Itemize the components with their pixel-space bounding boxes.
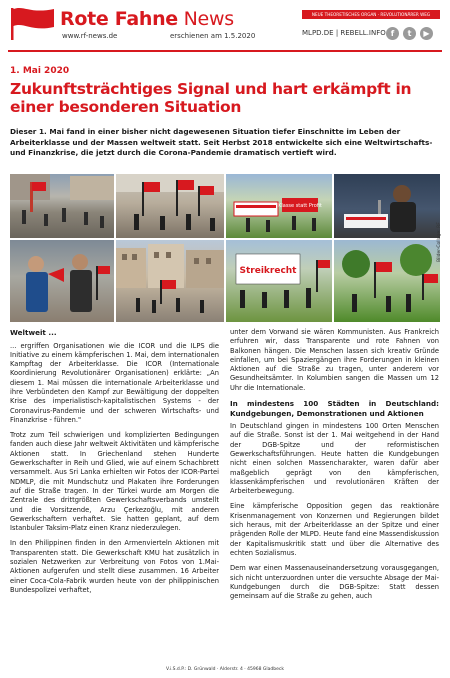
section-heading-germany: In mindestens 100 Städten in Deutschland: Kundgebungen, Demonstrationen und Aktionen (230, 399, 439, 418)
article-column-right (230, 328, 439, 607)
header-divider (8, 50, 442, 52)
article-title: Zukunftsträchtiges Signal und hart erkämpft in einer besonderen Situation (10, 80, 412, 116)
article-lead: Dieser 1. Mai fand in einer bisher nicht dagewesenen Situation tiefer Einschnitte im Leben der Arbeiterklasse und der Massen weltweit statt. Seit Herbst 2018 entwickelte sich eine Weltwirtschafts- und Finanzkrise, die jetzt durch die Corona-Pandemie dramatisch vertieft wird. (10, 127, 433, 157)
paragraph: unter dem Vorwand sie wären Kommunisten. Aus Frankreich erfuhren wir, dass Transparente und rote Fahnen von Balkonen hängen. Die Menschen lassen sich kreativ Gründe einfallen, um bei Spaziergängen ihre Forderungen in kleinen Aktionen auf die Straße zu tragen, unter anderem vor Gesundheitsämter. In Kolumbien sangen die Massen um 12 Uhr die Internationale. (230, 328, 439, 392)
paragraph: ... ergriffen Organisationen wie die ICOR und die ILPS die Initiative zu einem kämpferischen 1. Mai, dem internationalen Kampftag der Arbeiterklasse. Die ICOR (Internationale Koordinierung Revolutionärer Organisationen) erklärte: „An diesem 1. Mai müssen die internationale Arbeiterklasse und ihre Verbündeten den Kampf zur Bewältigung der doppelten Krise des imperialistisch-kapitalistischen Systems - der Coronavirus-Pandemie und der schweren Wirtschafts- und Finanzkrise - führen." (10, 341, 219, 424)
facebook-icon[interactable]: f (386, 27, 399, 40)
paragraph: Dem war einen Massenauseinandersetzung vorausgegangen, sich nicht unterzuordnen unter die versuchte Absage der Mai-Kundgebungen durch die DGB-Spitze: Statt dessen gemeinsam auf die Straße zu gehen, auch (230, 564, 439, 601)
brand-main: Rote Fahne (60, 8, 178, 30)
header-links[interactable]: MLPD.DE | REBELL.INFO (302, 29, 386, 37)
brand-news: News (177, 8, 234, 30)
paragraph: In Deutschland gingen in mindestens 100 Orten Menschen auf die Straße. Sonst ist der 1. Mai weitgehend in der Hand der DGB-Spitze und der reformistischen Gewerkschaftsführungen. Heute hatten die Kundgebungen nicht einen solchen Massencharakter, waren dafür aber maßgeblich geprägt von den kämpferischen, klassenkämpferischen und revolutionären Kräften der Arbeiterbewegung. (230, 422, 439, 496)
publication-date: erschienen am 1.5.2020 (170, 32, 256, 40)
article-date: 1. Mai 2020 (10, 66, 70, 76)
photo-credit: Bilder-Collage: RF (437, 222, 442, 262)
photo-square-crowd (10, 174, 114, 238)
photo-park-banners (226, 174, 332, 238)
youtube-icon[interactable]: ▶ (420, 27, 433, 40)
banner-text: Klasse statt Profit (278, 203, 322, 209)
photo-collage (10, 174, 440, 322)
photo-streikrecht-banner (226, 240, 332, 322)
photo-red-flags-square (116, 174, 224, 238)
twitter-icon[interactable]: t (403, 27, 416, 40)
photo-meadow-red-flags (334, 240, 440, 322)
streikrecht-text: Streikrecht (239, 266, 297, 276)
photo-town-square-flags (116, 240, 224, 322)
photo-speaker-microphone (334, 174, 440, 238)
brand-title[interactable] (60, 8, 234, 30)
paragraph: Trotz zum Teil schwierigen und komplizierten Bedingungen fanden auch diese Jahr weltweit Aktivitäten und kämpferische Aktionen statt. In Griechenland stehen Hunderte Gewerkschafter in Reih und Glied, wie auf einem Schachbrett versammelt. Aus Sri Lanka erhielten wir Fotos der ICOR-Partei NDMLP, die mit Mundschutz und Plakaten ihre Forderungen auf die Straße tragen. In der Türkei wurde am Morgen die Zentrale des drittgrößten Gewerkschaftsverbands umstellt und die Vorsitzende, Arzu Çerkezoğlu, mit anderen Gewerkschaftern verhaftet. Sie hatten geplant, auf dem Istanbuler Taksim-Platz einen Kranz niederzulegen. (10, 431, 219, 533)
photo-megaphone-protesters (10, 240, 114, 322)
section-heading-worldwide: Weltweit ... (10, 328, 57, 337)
masthead (0, 0, 450, 48)
paragraph: Eine kämpferische Opposition gegen das reaktionäre Krisenmanagement von Konzernen und Regierungen bildet sich heraus, mit der Arbeiterklasse an der Spitze und einer prägenden Rolle der MLPD. Heute fand eine Massendiskussion der Kapitalismuskritik statt und über die Alternative des echten Sozialismus. (230, 502, 439, 557)
site-url[interactable]: www.rf-news.de (62, 32, 118, 40)
paragraph: In den Philippinen finden in den Armenvierteln Aktionen mit Transparenten statt. Die Gewerkschaft KMU hat zusätzlich in sozialen Netzwerken zur Verbreitung von Fotos von 1.Mai-Aktionen aufgerufen und stellt diese zusammen. 16 Arbeiter einer Coca-Cola-Fabrik wurden heute von der philippinischen Bundespolizei verhaftet, (10, 539, 219, 594)
tagline-banner: NEUE THEORETISCHES ORGAN · REVOLUTIONÄRER WEG (302, 10, 440, 19)
red-flag-logo (10, 6, 56, 40)
article-column-left (10, 328, 219, 601)
imprint-footer: V.i.S.d.P.: D. Grünwald · Alderstr. 4 · 45968 Gladbeck (166, 667, 284, 672)
